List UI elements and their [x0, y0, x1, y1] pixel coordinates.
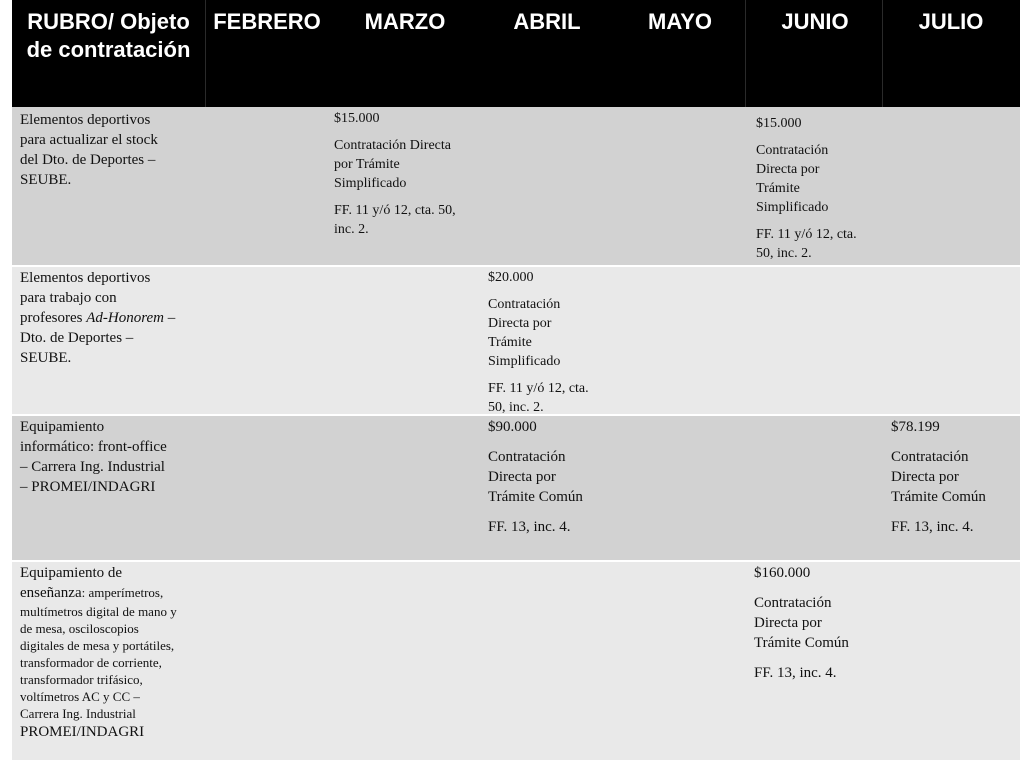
funding-source-line: 50, inc. 2. [756, 246, 812, 261]
rubro-line: – Carrera Ing. Industrial [20, 459, 165, 475]
rubro-text: – [164, 310, 176, 326]
modality-line: Directa por [488, 469, 556, 485]
rubro-detail-line: transformador de corriente, [20, 655, 162, 670]
header-julio: JULIO [918, 9, 984, 34]
row4-junio-cell [754, 563, 882, 683]
rubro-detail-line: transformador trifásico, [20, 672, 143, 687]
amount: $160.000 [754, 565, 811, 581]
rubro-line: PROMEI/INDAGRI [20, 724, 145, 740]
header-divider [205, 0, 206, 107]
amount: $15.000 [334, 111, 380, 126]
rubro-line: Elementos deportivos [20, 270, 151, 286]
rubro-line [20, 308, 202, 328]
rubro-text: enseñanza [20, 585, 82, 601]
modality-line: Simplificado [488, 354, 561, 369]
rubro-line: del Dto. de Deportes – [20, 152, 156, 168]
header-febrero: FEBRERO [213, 9, 321, 34]
funding-source-line: FF. 11 y/ó 12, cta. 50, [334, 203, 456, 218]
row3-julio-cell [891, 417, 1016, 537]
rubro-line: informático: front-office [20, 439, 167, 455]
funding-source-line: FF. 13, inc. 4. [488, 519, 571, 535]
rubro-italic-text: Ad-Honorem [86, 310, 164, 326]
modality-line: Directa por [891, 469, 959, 485]
rubro-detail-text: : amperímetros, [81, 585, 164, 600]
modality-line: Contratación [756, 143, 829, 158]
modality-line: Directa por [756, 162, 820, 177]
rubro-line: SEUBE. [20, 172, 72, 188]
row3-abril-cell [488, 417, 628, 537]
rubro-detail-line: multímetros digital de mano y [20, 604, 177, 619]
rubro-line: SEUBE. [20, 350, 72, 366]
row1-rubro [20, 110, 202, 190]
header-marzo: MARZO [364, 9, 446, 34]
header-rubro-line2: de contratación [26, 37, 191, 62]
rubro-line: para actualizar el stock [20, 132, 158, 148]
header-junio: JUNIO [781, 9, 849, 34]
funding-source-line: 50, inc. 2. [488, 400, 544, 415]
rubro-line: Equipamiento de [20, 565, 123, 581]
modality-line: Trámite [756, 181, 800, 196]
row3-rubro [20, 417, 202, 497]
modality-line: Contratación Directa [334, 138, 452, 153]
rubro-line: Equipamiento [20, 419, 105, 435]
modality-line: Trámite Común [754, 635, 849, 651]
modality-line: Contratación [488, 449, 566, 465]
rubro-detail-line: voltímetros AC y CC – [20, 689, 140, 704]
amount: $15.000 [756, 116, 802, 131]
funding-source-line: FF. 11 y/ó 12, cta. [756, 227, 857, 242]
modality-line: Trámite [488, 335, 532, 350]
modality-line: Simplificado [756, 200, 829, 215]
rubro-line: Elementos deportivos [20, 112, 151, 128]
funding-source-line: FF. 13, inc. 4. [891, 519, 974, 535]
amount: $78.199 [891, 419, 940, 435]
header-rubro-line1: RUBRO/ Objeto [27, 9, 190, 34]
modality-line: Directa por [488, 316, 552, 331]
row1-junio-cell [756, 114, 881, 263]
row2-abril-cell [488, 268, 618, 417]
modality-line: Directa por [754, 615, 822, 631]
funding-source-line: inc. 2. [334, 222, 369, 237]
modality-line: Trámite Común [891, 489, 986, 505]
modality-line: por Trámite [334, 157, 400, 172]
rubro-detail-line: Carrera Ing. Industrial [20, 706, 136, 721]
rubro-line [20, 583, 210, 603]
modality-line: Trámite Común [488, 489, 583, 505]
row2-rubro [20, 268, 202, 368]
modality-line: Contratación [488, 297, 561, 312]
rubro-line: Dto. de Deportes – [20, 330, 134, 346]
header-divider [882, 0, 883, 107]
modality-line: Contratación [891, 449, 969, 465]
funding-source-line: FF. 13, inc. 4. [754, 665, 837, 681]
rubro-detail-line: digitales de mesa y portátiles, [20, 638, 175, 653]
modality-line: Contratación [754, 595, 832, 611]
header-rubro [12, 0, 205, 115]
amount: $20.000 [488, 270, 534, 285]
rubro-text: profesores [20, 310, 87, 326]
row4-rubro [20, 563, 210, 742]
row1-marzo-cell [334, 109, 484, 239]
rubro-line: para trabajo con [20, 290, 117, 306]
rubro-detail-line: de mesa, osciloscopios [20, 621, 139, 636]
header-abril: ABRIL [513, 9, 581, 34]
header-divider [745, 0, 746, 107]
amount: $90.000 [488, 419, 537, 435]
header-mayo: MAYO [648, 9, 712, 34]
rubro-line: – PROMEI/INDAGRI [20, 479, 156, 495]
modality-line: Simplificado [334, 176, 407, 191]
funding-source-line: FF. 11 y/ó 12, cta. [488, 381, 589, 396]
